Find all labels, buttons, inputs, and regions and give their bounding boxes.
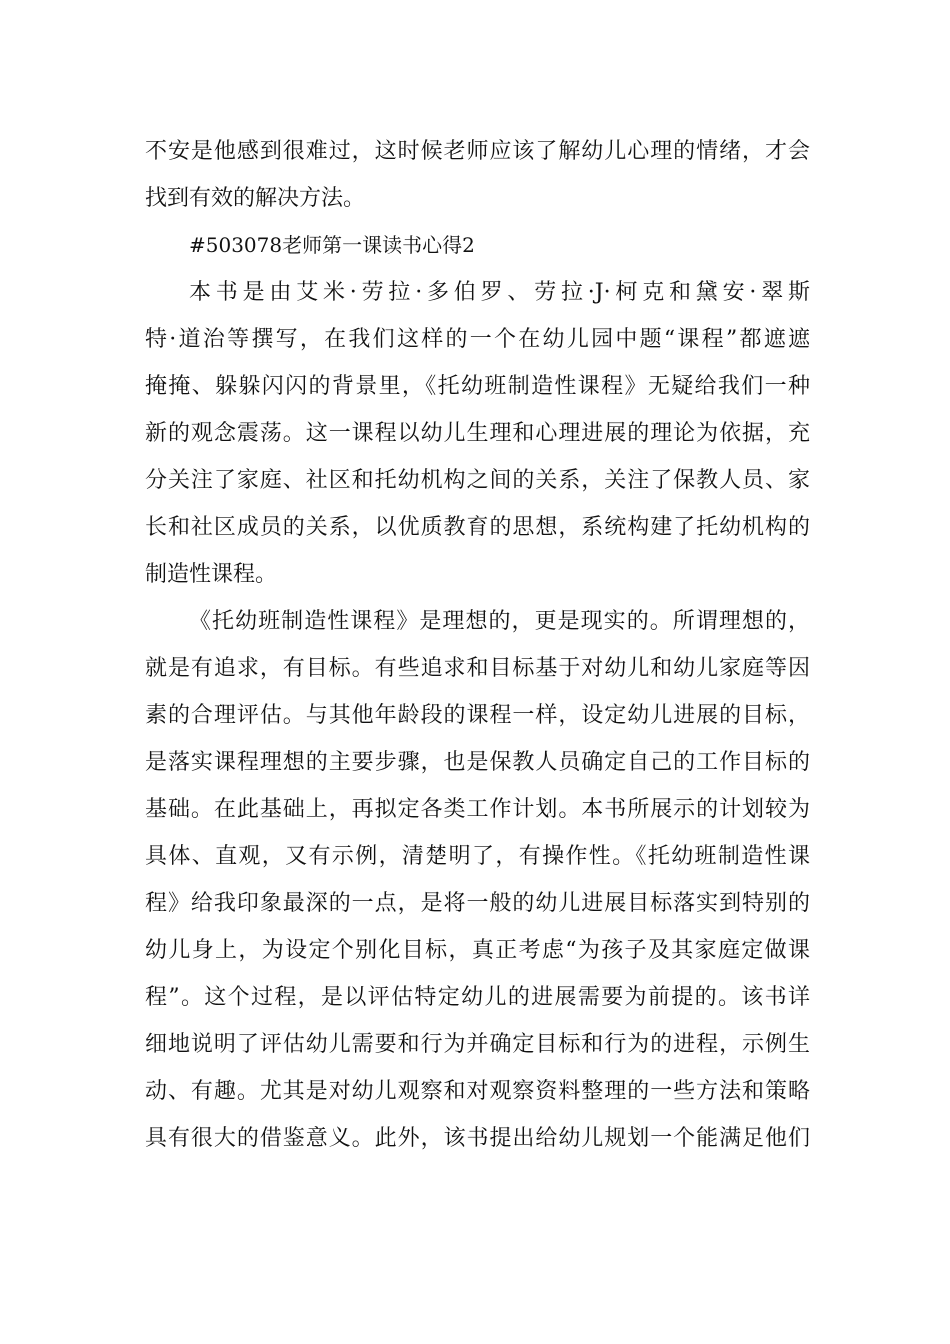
text-line: 动、有趣。尤其是对幼儿观察和对观察资料整理的一些方法和策略	[145, 1079, 810, 1104]
paragraph-first-line: 《托幼班制造性课程》是理想的，更是现实的。所谓理想的，	[189, 609, 810, 634]
text-line: 就是有追求，有目标。有些追求和目标基于对幼儿和幼儿家庭等因	[145, 656, 810, 681]
document-body	[145, 128, 810, 1162]
text-line: 长和社区成员的关系，以优质教育的思想，系统构建了托幼机构的	[145, 515, 810, 540]
text-line: 制造性课程。	[145, 562, 278, 587]
text-line: 具有很大的借鉴意义。此外，该书提出给幼儿规划一个能满足他们	[145, 1126, 810, 1151]
text-line: 幼儿身上，为设定个别化目标，真正考虑“为孩子及其家庭定做课	[145, 938, 810, 963]
text-line: 是落实课程理想的主要步骤，也是保教人员确定自己的工作目标的	[145, 750, 810, 775]
text-line: 细地说明了评估幼儿需要和行为并确定目标和行为的进程，示例生	[145, 1032, 810, 1057]
text-line: 程”。这个过程，是以评估特定幼儿的进展需要为前提的。该书详	[145, 985, 810, 1010]
text-line: 找到有效的解决方法。	[145, 186, 366, 211]
text-line: 素的合理评估。与其他年龄段的课程一样，设定幼儿进展的目标，	[145, 703, 810, 728]
section-heading: #503078老师第一课读书心得2	[189, 233, 475, 257]
paragraph-first-line: 本书是由艾米·劳拉·多伯罗、劳拉·J·柯克和黛安·翠斯	[189, 280, 810, 305]
text-line: 程》给我印象最深的一点，是将一般的幼儿进展目标落实到特别的	[145, 891, 810, 916]
text-line: 分关注了家庭、社区和托幼机构之间的关系，关注了保教人员、家	[145, 468, 810, 493]
text-line: 具体、直观，又有示例，清楚明了，有操作性。《托幼班制造性课	[145, 844, 810, 869]
text-line: 新的观念震荡。这一课程以幼儿生理和心理进展的理论为依据，充	[145, 421, 810, 446]
text-line: 掩掩、躲躲闪闪的背景里，《托幼班制造性课程》无疑给我们一种	[145, 374, 810, 399]
text-line: 不安是他感到很难过，这时候老师应该了解幼儿心理的情绪，才会	[145, 139, 810, 164]
text-line: 特·道治等撰写，在我们这样的一个在幼儿园中题“课程”都遮遮	[145, 327, 810, 352]
text-line: 基础。在此基础上，再拟定各类工作计划。本书所展示的计划较为	[145, 797, 810, 822]
